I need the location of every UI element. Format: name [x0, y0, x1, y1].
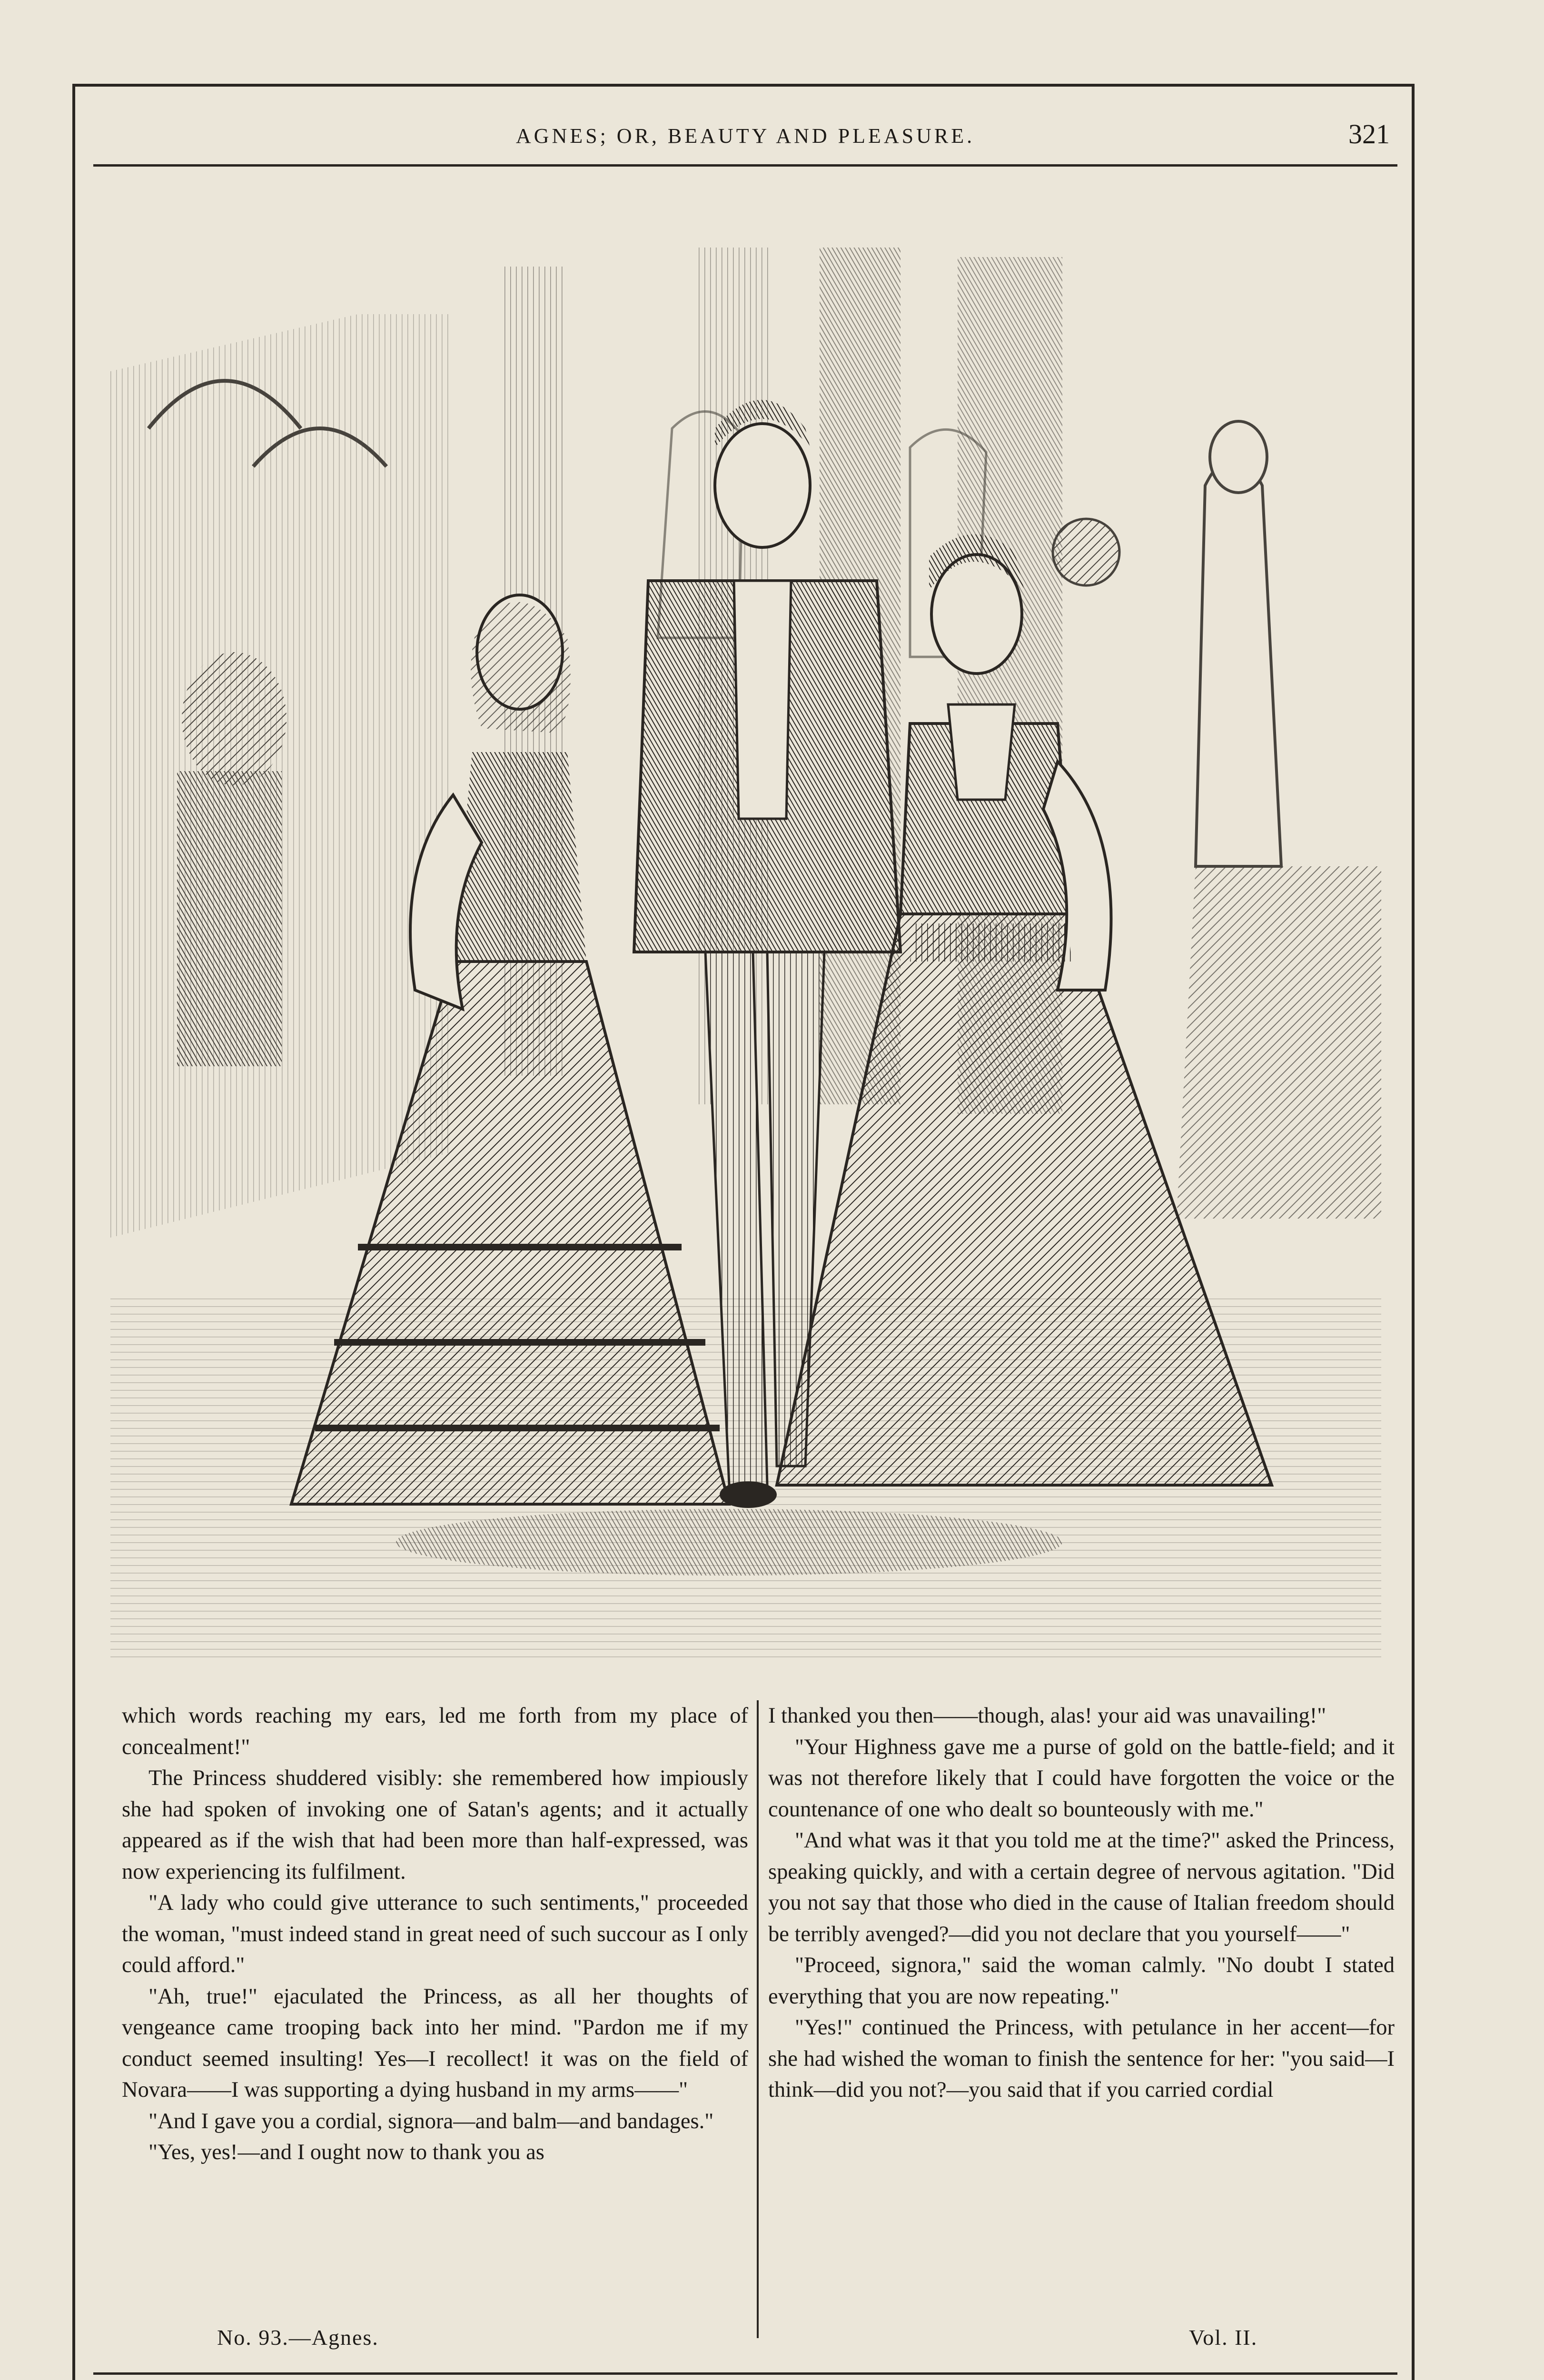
paragraph: The Princess shuddered visibly: she remembered how impiously she had spoken of invoking one of Satan's agents; and it actually appeared as if the wish that had been more than half-expressed, was now experiencing its fulfilment. [122, 1766, 748, 1884]
paragraph: I thanked you then——though, alas! your aid was unavailing!" [768, 1704, 1326, 1728]
paragraph: "Proceed, signora," said the woman calmly. "No doubt I stated everything that you are now repeating." [768, 1953, 1395, 2009]
paragraph: "And what was it that you told me at the time?" asked the Princess, speaking quickly, and with a certain degree of nervous agitation. "Did you not say that those who died in the cause of Italian freedom should be terribly avenged?—did you not declare that you yourself——" [768, 1828, 1395, 1946]
text-column-left [122, 1700, 748, 2352]
paragraph: "Yes, yes!—and I ought now to thank you as [148, 2140, 544, 2164]
page-number: 321 [1348, 119, 1390, 149]
running-title: AGNES; OR, BEAUTY AND PLEASURE. [515, 124, 975, 148]
standing-statue [1196, 457, 1281, 866]
bust-statue [182, 652, 287, 785]
engraving-svg [110, 248, 1381, 1661]
paragraph: "Ah, true!" ejaculated the Princess, as all her thoughts of vengeance came trooping back into her mind. "Pardon me if my conduct seemed insulting! Yes—I recollect! it was on the field of Novara——I was supporting a dying husband in my arms——" [122, 1984, 748, 2102]
volume-number: Vol. II. [1189, 2325, 1258, 2350]
statue-pedestal [1177, 866, 1381, 1219]
column-divider [757, 1700, 759, 2338]
paragraph: "A lady who could give utterance to such sentiments," proceeded the woman, "must indeed stand in great need of such succour as I only could afford." [122, 1891, 748, 1977]
paragraph: "Yes!" continued the Princess, with petulance in her accent—for she had wished the woman to finish the sentence for her: "you said—I think—did you not?—you said that if you carried cordial [768, 2015, 1395, 2102]
engraving-illustration [110, 248, 1381, 1661]
paragraph: which words reaching my ears, led me forth from my place of concealment!" [122, 1704, 748, 1759]
text-column-right [768, 1700, 1395, 2352]
globe [1053, 519, 1119, 585]
paragraph: "And I gave you a cordial, signora—and balm—and bandages." [148, 2109, 714, 2133]
issue-number: No. 93.—Agnes. [217, 2325, 379, 2350]
bust-pedestal [177, 771, 282, 1066]
paragraph: "Your Highness gave me a purse of gold on the battle-field; and it was not therefore likely that I could have forgotten the voice or the countenance of one who dealt so bounteously with me." [768, 1735, 1395, 1822]
bottom-rule [93, 2372, 1397, 2375]
page-header [93, 109, 1397, 167]
